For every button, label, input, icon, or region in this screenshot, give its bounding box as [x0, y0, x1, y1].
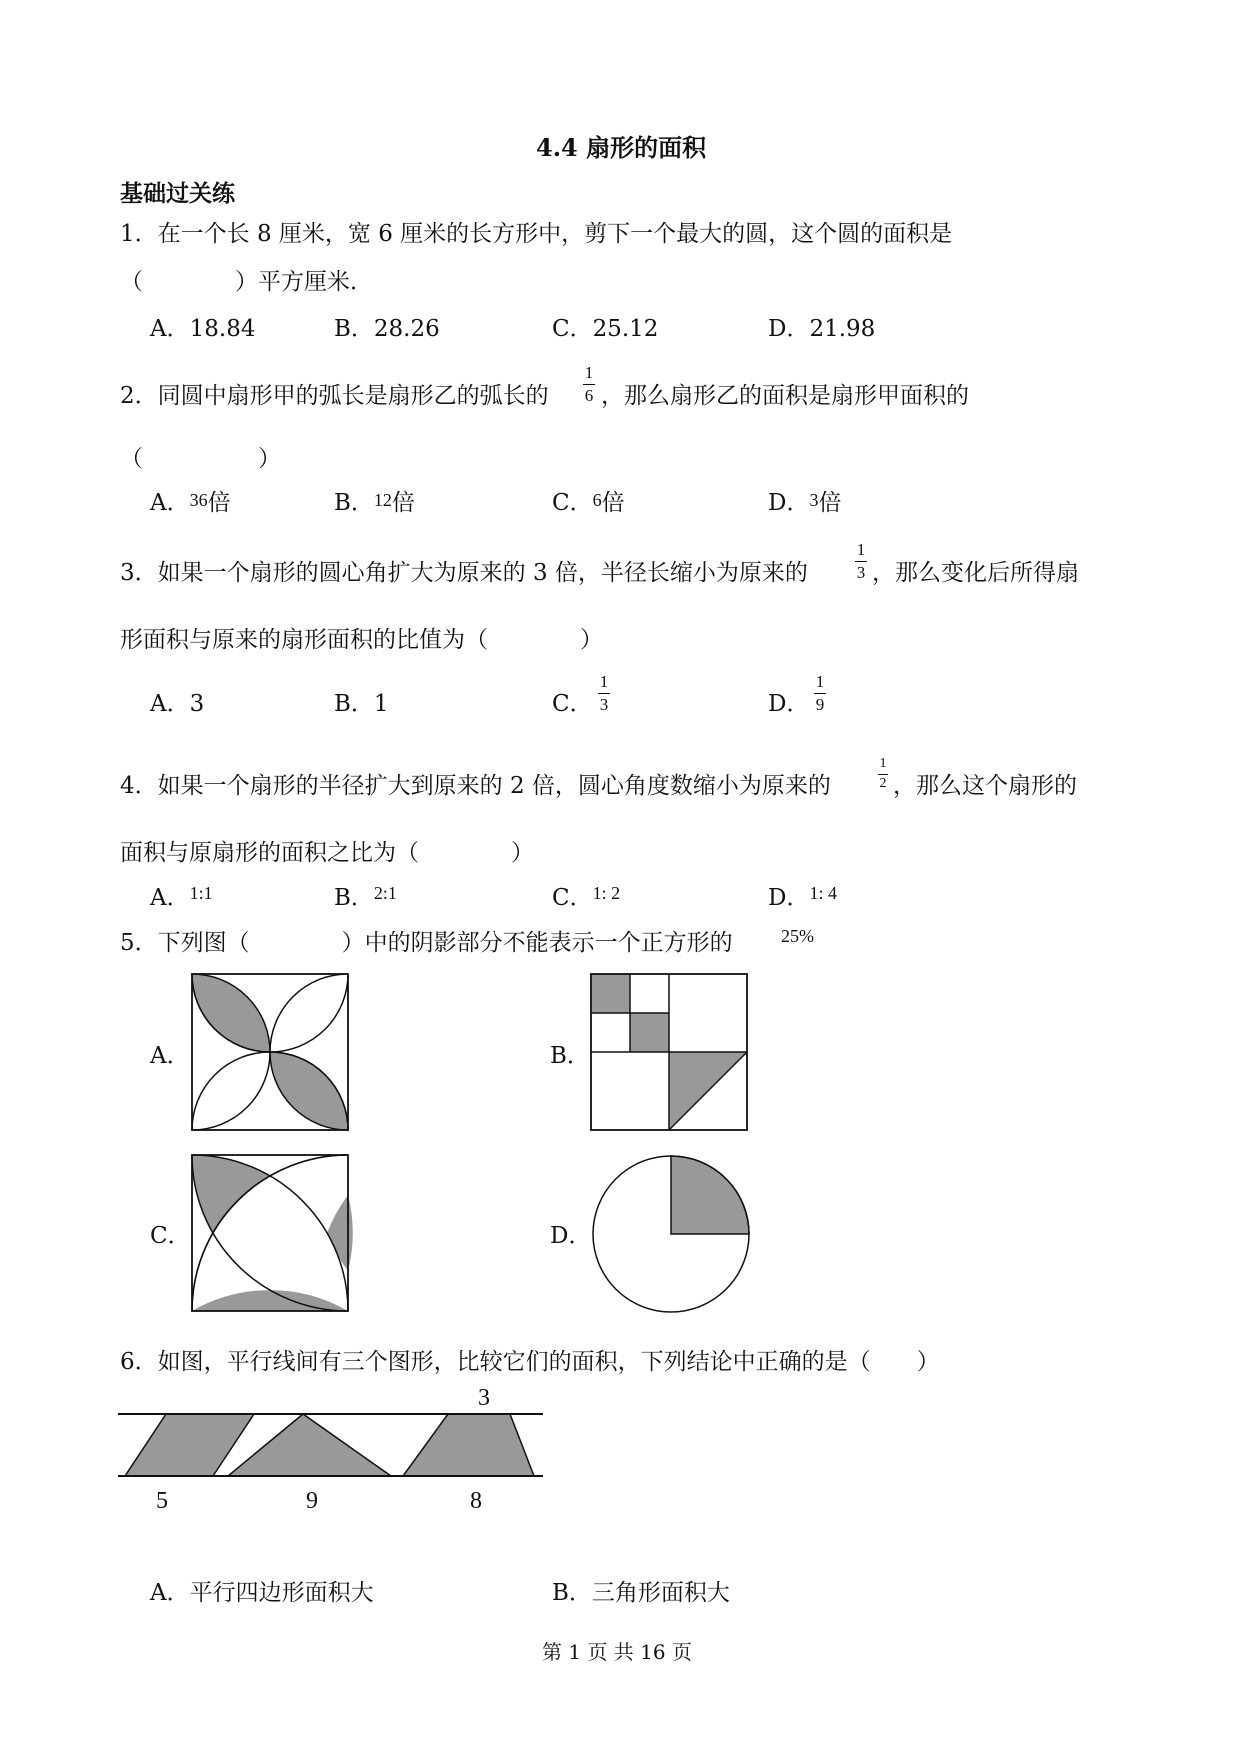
page-title: 4.4 扇形的面积	[536, 133, 707, 162]
q3-option-d[interactable]: D．	[768, 691, 810, 717]
q1-option-d[interactable]: D．21.98	[768, 316, 876, 342]
q4-option-a[interactable]: A．1:1	[150, 883, 213, 911]
q3-fraction: 1 3	[856, 540, 866, 582]
q3-option-c[interactable]: C．	[552, 691, 593, 717]
q6-triangle	[228, 1414, 391, 1476]
q3-stem-part1: 3．如果一个扇形的圆心角扩大为原来的 3 倍，半径长缩小为原来的	[120, 560, 808, 586]
q5-option-c-label[interactable]: C．	[150, 1223, 191, 1249]
q2-stem-part2: ，那么扇形乙的面积是扇形甲面积的	[601, 383, 969, 409]
q2-fraction	[583, 364, 595, 404]
q5-percent: 25%	[781, 926, 814, 946]
q1-option-b[interactable]: B．28.26	[334, 316, 440, 342]
q5-stem: 5．下列图（ ）中的阴影部分不能表示一个正方形的	[120, 930, 733, 956]
q6-parallelogram	[125, 1414, 254, 1476]
q5-option-d-label[interactable]: D．	[550, 1223, 592, 1249]
q3-option-a[interactable]: A．3	[150, 691, 205, 717]
q2-stem-part1: 2．同圆中扇形甲的弧长是扇形乙的弧长的	[120, 383, 549, 409]
q4-option-b[interactable]: B．2:1	[334, 883, 397, 911]
q6-bottom-label-parallelogram: 5	[156, 1488, 168, 1514]
q6-bottom-label-trapezoid: 8	[470, 1488, 482, 1514]
q5-figure-a[interactable]	[192, 974, 348, 1130]
q5-figure-b[interactable]	[591, 974, 747, 1130]
section-heading: 基础过关练	[120, 180, 235, 207]
q5-figure-d[interactable]	[592, 1155, 750, 1313]
q4-option-c[interactable]: C．1: 2	[552, 883, 621, 911]
q4-option-d[interactable]: D．1: 4	[768, 883, 837, 911]
q3-stem-part2: ，那么变化后所得扇	[872, 560, 1079, 586]
q4-fraction: 1 2	[879, 756, 887, 791]
q3-stem-line2: 形面积与原来的扇形面积的比值为（ ）	[120, 627, 603, 653]
q6-option-a[interactable]: A．平行四边形面积大	[150, 1580, 374, 1606]
q1-stem-line1: 1．在一个长 8 厘米，宽 6 厘米的长方形中，剪下一个最大的圆，这个圆的面积是	[120, 221, 953, 247]
q2-stem-line2: （ ）	[120, 446, 281, 472]
q4-stem-line2: 面积与原扇形的面积之比为（ ）	[120, 840, 534, 866]
q5-figure-c[interactable]	[192, 1155, 348, 1311]
q6-trapezoid	[403, 1414, 534, 1476]
q6-stem: 6．如图，平行线间有三个图形，比较它们的面积，下列结论中正确的是（ ）	[120, 1349, 940, 1375]
q3-option-d-fraction: 1 9	[815, 672, 825, 714]
q5-option-b-label[interactable]: B．	[550, 1043, 590, 1069]
q1-option-a[interactable]: A．18.84	[150, 316, 256, 342]
q2-option-a[interactable]: A．36倍	[150, 490, 231, 516]
q5-figure-a-shaded-petal-top	[192, 974, 270, 1052]
q2-option-c[interactable]: C．6倍	[552, 490, 625, 516]
q5-option-a-label[interactable]: A．	[150, 1043, 190, 1069]
q2-fraction-denominator: 6	[584, 386, 594, 405]
q5-figure-d-shaded-quarter	[671, 1156, 749, 1234]
q2-fraction-numerator: 1	[584, 363, 594, 382]
q6-option-b[interactable]: B．三角形面积大	[552, 1580, 730, 1606]
q3-option-b[interactable]: B．1	[334, 691, 389, 717]
q3-option-c-fraction: 1 3	[599, 672, 609, 714]
q6-bottom-label-triangle: 9	[306, 1488, 318, 1514]
q4-stem-part2: ，那么这个扇形的	[893, 773, 1077, 799]
page-footer: 第 1 页 共 16 页	[542, 1640, 692, 1664]
q1-stem-line2: （ ）平方厘米．	[120, 269, 373, 295]
q2-option-b[interactable]: B．12倍	[334, 490, 415, 516]
q1-option-c[interactable]: C．25.12	[552, 316, 659, 342]
q6-top-label: 3	[478, 1385, 490, 1411]
q2-option-d[interactable]: D．3倍	[768, 490, 842, 516]
q4-stem-part1: 4．如果一个扇形的半径扩大到原来的 2 倍，圆心角度数缩小为原来的	[120, 773, 831, 799]
q6-figure-parallel-lines	[118, 1402, 548, 1482]
